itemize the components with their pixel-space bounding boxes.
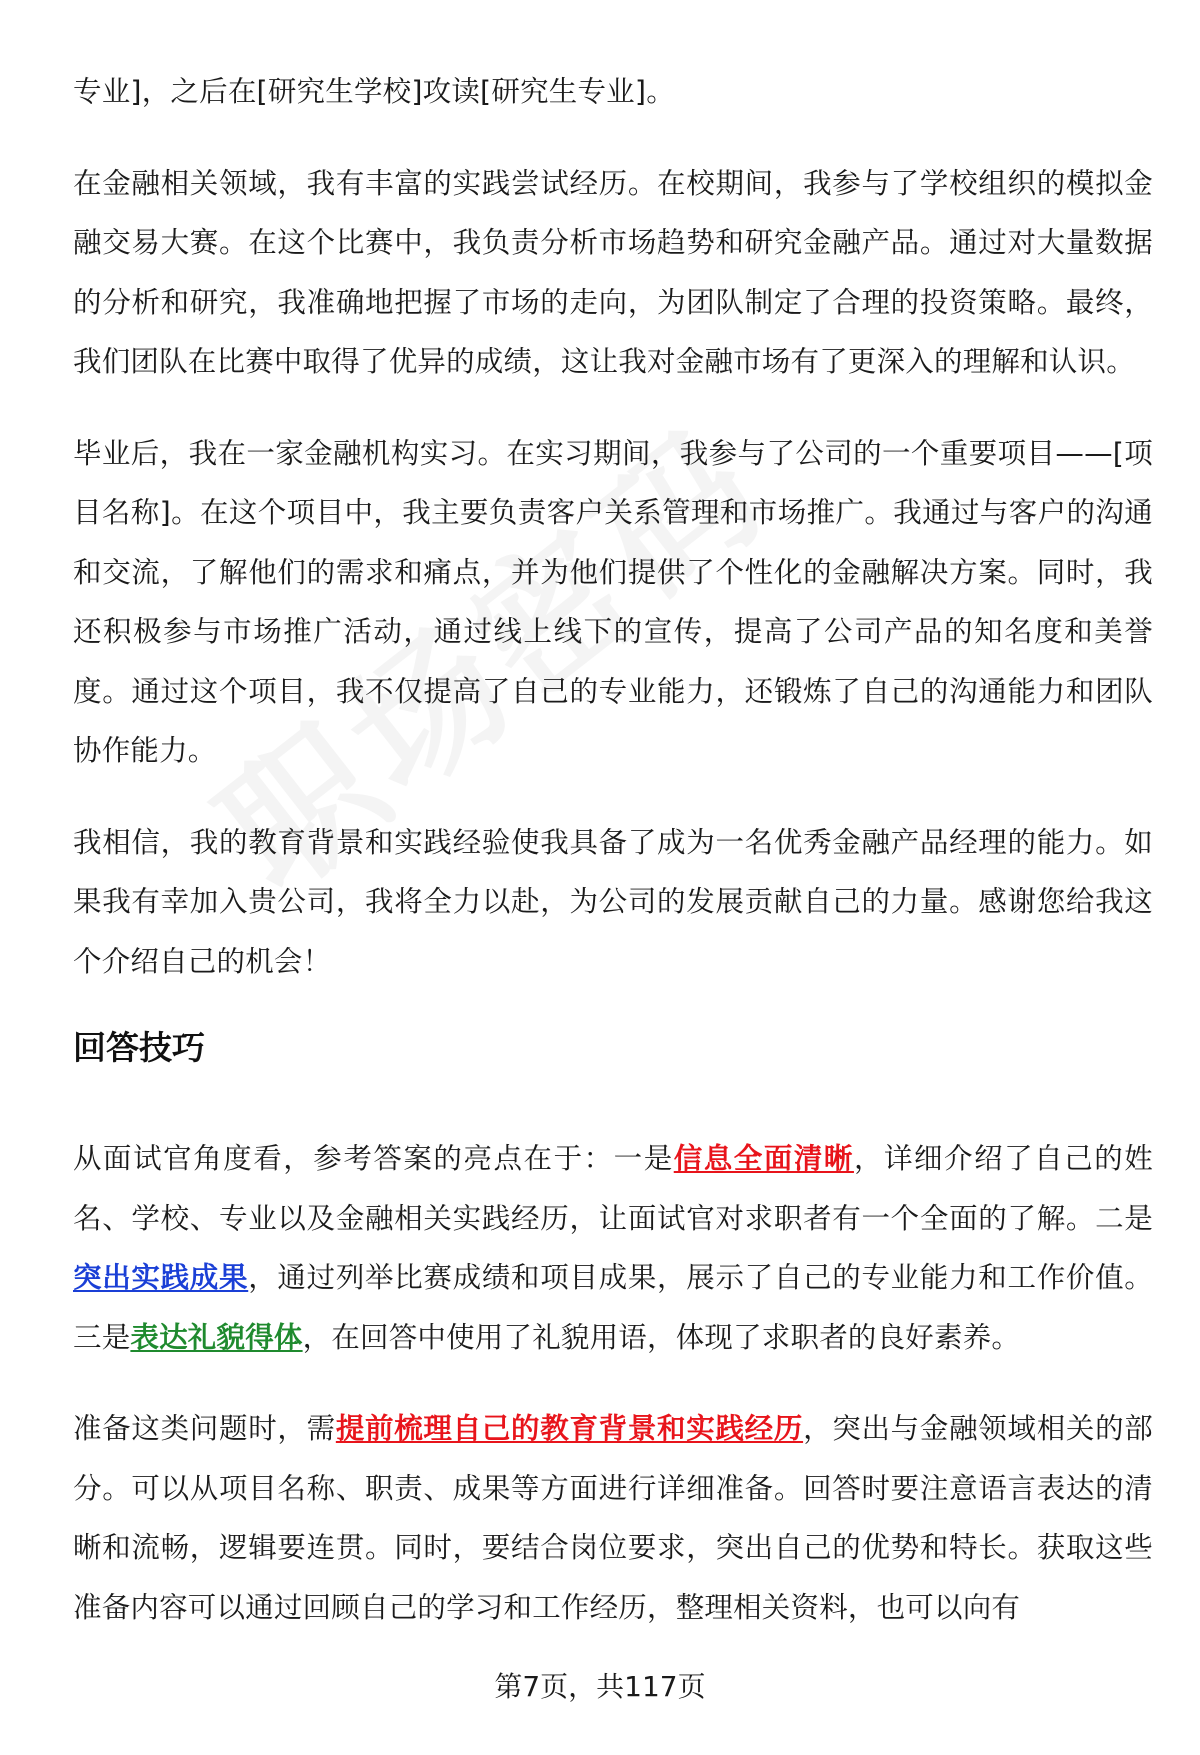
tips-text: ，突出与金融领域相关的部分。可以从项目名称、职责、成果等方面进行详细准备。回答时要注意语言表达的清晰和流畅，逻辑要连贯。同时，要结合岗位要求，突出自己的优势和特长。获取这些准备内容可以通过回顾自己的学习和工作经历，整理相关资料，也可以向有 xyxy=(73,1412,1154,1624)
page-content xyxy=(73,62,1153,1669)
page-number-footer: 第7页，共117页 xyxy=(494,1670,706,1703)
paragraph-competition: 在金融相关领域，我有丰富的实践尝试经历。在校期间，我参与了学校组织的模拟金融交易大赛。在这个比赛中，我负责分析市场趋势和研究金融产品。通过对大量数据的分析和研究，我准确地把握了市场的走向，为团队制定了合理的投资策略。最终，我们团队在比赛中取得了优异的成绩，这让我对金融市场有了更深入的理解和认识。 xyxy=(73,166,1153,378)
highlight-review-background: 提前梳理自己的教育背景和实践经历 xyxy=(335,1412,804,1445)
paragraph-internship: 毕业后，我在一家金融机构实习。在实习期间，我参与了公司的一个重要项目——[项目名称]。在这个项目中，我主要负责客户关系管理和市场推广。我通过与客户的沟通和交流，了解他们的需求和痛点，并为他们提供了个性化的金融解决方案。同时，我还积极参与市场推广活动，通过线上线下的宣传，提高了公司产品的知名度和美誉度。通过这个项目，我不仅提高了自己的专业能力，还锻炼了自己的沟通能力和团队协作能力。 xyxy=(73,436,1153,767)
tips-text: 准备这类问题时，需 xyxy=(73,1412,336,1445)
tips-text: ，通过列举比赛成绩和项目成果，展示了自己的专业能力和工作价值。三是 xyxy=(73,1261,1153,1354)
paragraph-education-cont: 专业]，之后在[研究生学校]攻读[研究生专业]。 xyxy=(73,75,675,108)
highlight-info-clear: 信息全面清晰 xyxy=(673,1142,854,1175)
tips-text: ，在回答中使用了礼貌用语，体现了求职者的良好素养。 xyxy=(302,1320,1021,1354)
highlight-polite-expression: 表达礼貌得体 xyxy=(130,1320,303,1354)
section-heading: 回答技巧 xyxy=(73,1028,205,1067)
tips-text: ，详细介绍了自己的姓名、学校、专业以及金融相关实践经历，让面试官对求职者有一个全面的了解。二是 xyxy=(73,1142,1153,1235)
tips-paragraph-preparation xyxy=(73,1399,1153,1637)
highlight-practice-results: 突出实践成果 xyxy=(73,1261,249,1294)
tips-text: 从面试官角度看，参考答案的亮点在于：一是 xyxy=(73,1142,674,1175)
paragraph-closing: 我相信，我的教育背景和实践经验使我具备了成为一名优秀金融产品经理的能力。如果我有幸加入贵公司，我将全力以赴，为公司的发展贡献自己的力量。感谢您给我这个介绍自己的机会！ xyxy=(73,825,1153,978)
tips-paragraph-highlights xyxy=(73,1129,1153,1367)
